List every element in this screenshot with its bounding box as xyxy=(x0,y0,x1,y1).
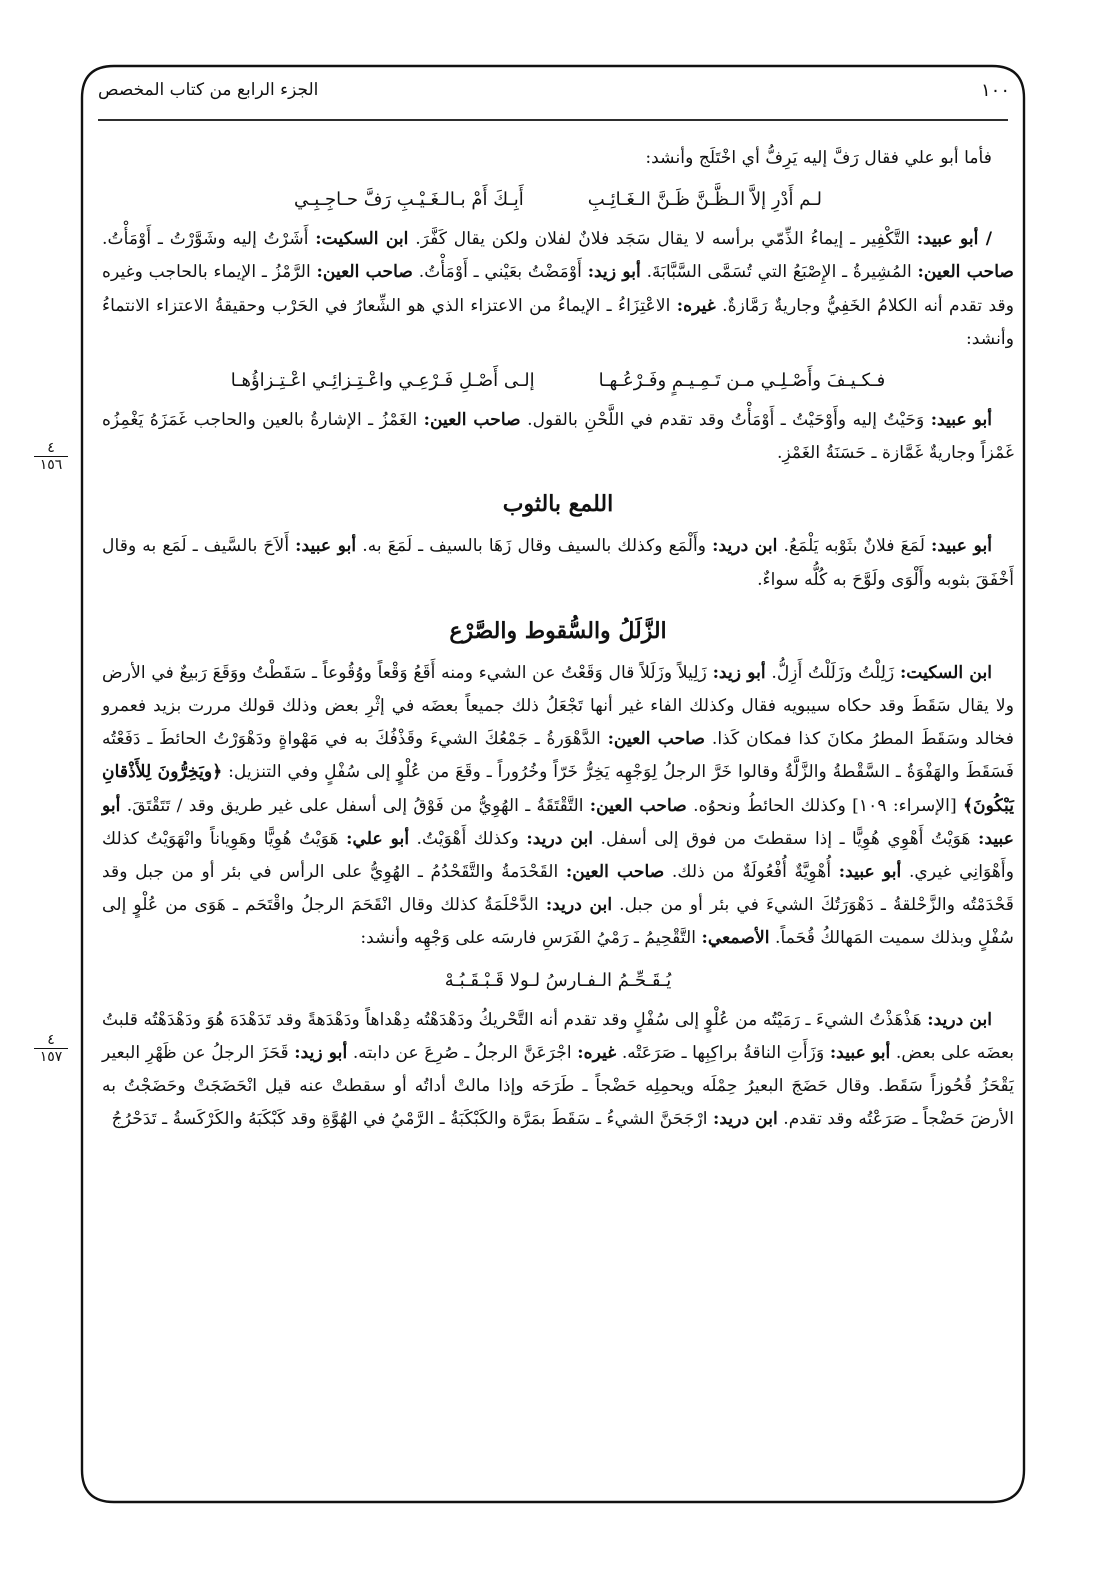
paragraph-text: هَذْهَذْتُ الشيءَ ـ رَمَيْتُه من عُلْوٍ إلى سُفْلٍ وقد تقدم أنه التَّحْريكُ ودَهْدَهْتُه دِهْداهاً ودَهْدَهةً وقد تَدَهْدَهَ هُوَ ودَهْدَهْتُه قلبتُ بعضَه على بعض. xyxy=(102,1009,1015,1063)
margin-ref-top: ٤ xyxy=(34,440,68,457)
margin-ref-top: ٤ xyxy=(34,1032,68,1049)
verse-hemistich-second: أَبِـكَ أَمْ بـالـغَـيْـبِ رَفَّ حـاجِـبِـي xyxy=(294,189,524,211)
speaker-name: ابن دريد: xyxy=(712,536,778,557)
paragraph-text: زَلِيلاً وزَلَلاً قال وَقَعْتُ عن الشيء ومنه أَقَعُ وَقْعاً ووُقُوعاً ـ سَقَطْتُ ووَقَعَ رَبيعٌ في الأرض ولا يقال سَقَطَ وقد حكاه سيبويه فقال وكذلك الفاء غير أنها تَجْعَلُ ذلك جميعاً بعضَه في إثْرِ بعض وذلك قولك مررت بزيد فعمرو فخالد وسَقَطَ المطرُ مكانَ كذا فمكان كَذا. xyxy=(102,662,1014,750)
paragraph-ishara xyxy=(102,223,1014,356)
paragraph-text: اجْرَعَنَّ الرجلُ ـ صُرِعَ عن دابته. xyxy=(352,1042,572,1063)
section-title-zalal: الزَّلَلُ والسُّقوط والصَّرْع xyxy=(449,617,667,644)
speaker-name: أبو علي: xyxy=(346,828,410,849)
paragraph-text: زَلِلْتُ وزَلَلْتُ أَزِلُّ. xyxy=(771,662,895,683)
margin-ref-bottom: ١٥٦ xyxy=(39,457,63,473)
speaker-name: أبو زيد: xyxy=(712,662,766,683)
speaker-name: ابن السكيت: xyxy=(899,662,993,683)
speaker-name: أبو عبيد: xyxy=(102,795,1014,849)
verse-line: يُـقَـحِّـمُ الـفـارسُ لـولا قَـبْـقَـبُـهْ xyxy=(444,969,672,991)
speaker-name: ابن دريد: xyxy=(526,828,594,849)
speaker-name: ابن دريد: xyxy=(713,1109,778,1130)
paragraph-text: هَوَيْتُ أَهْوِي هُوِيًّا ـ إذا سقطتَ من فوق إلى أسفل. xyxy=(600,828,971,849)
paragraph-lam xyxy=(102,530,1014,596)
paragraph-text: قَحَزَ الرجلُ عن ظَهْرِ البعير يَقْحَزُ قُحُوزاً سَقَط. وقال حَضَجَ البعيرُ حِمْلَه ويحمِلِه حَضْجاً ـ طَرَحَه وإذا مالتْ أداتُه أو سقطتْ عنه قيل انْحَضَجَتْ وحَضَجْتُ به الأرضَ حَضْجاً ـ صَرَعْتُه وقد تقدم. xyxy=(102,1042,1014,1130)
paragraph-text: وَحَيْتُ إليه وأَوْحَيْتُ ـ أَوْمَأْتُ وقد تقدم في اللَّحْنِ بالقول. xyxy=(527,410,925,431)
verse-2 xyxy=(102,364,1014,398)
paragraph-text: المُشِيرةُ ـ الإِصْبَعُ التي تُسَمَّى السَّبَّابَةَ. xyxy=(646,262,912,283)
running-title: الجزء الرابع من كتاب المخصص xyxy=(98,80,319,100)
paragraph-text: الدَّحْلَمَةُ كذلك وقال انْقَحَمَ الرجلُ واقْتَحَم ـ هَوَى من عُلْوٍ إلى سُفْلٍ وبذلك سميت المَهالكُ قُحَماً. xyxy=(102,895,1014,949)
speaker-name: أبو عبيد: xyxy=(931,536,993,557)
paragraph-ghamz xyxy=(102,404,1014,470)
verse-hemistich-first: لـم أَدْرِ إلاَّ الـظَّـنَّ ظَـنَّ الـغَـائِـبِ xyxy=(587,189,822,211)
paragraph-text: الرَّمْزُ ـ الإيماء بالحاجب وغيره وقد تقدم أنه الكلامُ الخَفِيُّ وجاريةٌ رَمَّازةٌ. xyxy=(102,262,1015,316)
quran-quote: ﴿ويَخِرُّونَ لِلأَذْقانِ يَبْكُونَ﴾ xyxy=(102,762,1014,816)
speaker-name: ابن السكيت: xyxy=(315,229,409,250)
speaker-name: الأصمعي: xyxy=(701,928,770,949)
paragraph-text: الاعْتِزَاءُ ـ الإيماءُ من الاعتزاء الذي هو الشِّعارُ في الحَرْب وحقيقةُ الاعتزاء الانتماءُ وأنشد: xyxy=(102,295,1014,349)
verse-1 xyxy=(102,183,1014,217)
speaker-name: أبو عبيد: xyxy=(829,1042,891,1063)
speaker-name: ابن دريد: xyxy=(545,895,613,916)
speaker-name: غيره: xyxy=(676,295,716,316)
paragraph-text: أَشَرْتُ إليه وشَوَّرْتُ ـ أَوْمَأْتُ. xyxy=(102,229,309,250)
paragraph-text: أَوْمَضْتُ بعَيْني ـ أَوْمَأْتُ. xyxy=(418,262,582,283)
speaker-name: صاحب العين: xyxy=(917,262,1015,283)
verse-hemistich-second: إلـى أَصْـلِ فَـرْعِـي واعْـتِـزائِـي اعْـتِـزاؤُهـا xyxy=(230,370,535,392)
paragraph-text: لَمَعَ فلانٌ بثَوْبه يَلْمَعُ. xyxy=(783,536,925,557)
paragraph-text: التَّقْحِيمُ ـ رَمْيُ الفَرَسِ فارسَه على وَجْهِه وأنشد: xyxy=(360,928,696,949)
section-title-lam: اللمع بالثوب xyxy=(502,491,614,518)
page-header xyxy=(98,74,1010,112)
verse-3 xyxy=(102,964,1014,998)
paragraph-text: وكذلك أَهْوَيْتُ. xyxy=(416,828,519,849)
speaker-name: صاحب العين: xyxy=(423,410,521,431)
margin-ref-156 xyxy=(34,440,68,473)
paragraph-text: وأَلْمَع وكذلك بالسيف وقال زَهَا بالسيف ـ لَمَعَ به. xyxy=(362,536,707,557)
margin-ref-bottom: ١٥٧ xyxy=(39,1049,63,1065)
page-number: ١٠٠ xyxy=(980,80,1010,101)
speaker-name: أبو عبيد: xyxy=(930,410,993,431)
paragraph-text: أُهْوِيَّةٌ أُفْعُولَةٌ من ذلك. xyxy=(671,862,832,883)
page-body xyxy=(102,142,1014,1136)
speaker-name: أبو عبيد: xyxy=(838,862,902,883)
paragraph-zalal xyxy=(102,657,1014,956)
speaker-name: / أبو عبيد: xyxy=(916,229,993,250)
speaker-name: صاحب العين: xyxy=(565,862,665,883)
paragraph-text: أَلاَحَ بالسَّيف ـ لَمَع به وقال أَخْفَقَ بثوبه وأَلْوَى ولَوَّحَ به كُلُّه سواءٌ. xyxy=(102,536,1014,590)
speaker-name: ابن دريد: xyxy=(927,1009,993,1030)
intro-paragraph: فأما أبو علي فقال رَفَّ إليه يَرِفُّ أي اخْتَلَج وأنشد: xyxy=(645,148,992,168)
paragraph-hadhhadha xyxy=(102,1004,1014,1137)
speaker-name: غيره: xyxy=(577,1042,617,1063)
margin-ref-157 xyxy=(34,1032,68,1065)
paragraph-text: التَّكْفِير ـ إيماءُ الذِّمّي برأسه لا يقال سَجَد فلانٌ لفلان ولكن يقال كَفَّرَ. xyxy=(415,229,910,250)
speaker-name: أبو عبيد: xyxy=(295,536,357,557)
speaker-name: صاحب العين: xyxy=(607,729,706,750)
speaker-name: صاحب العين: xyxy=(589,795,687,816)
paragraph-text: القَحْدَمةُ والتَّقَحْدُمُ ـ الهُوِيُّ على الرأس في بئر أو من جبل وقد قَحْدَمْتُه والزَّحْلقةُ ـ دَهْوَرَتُكَ الشيءَ في بئر أو من جبل. xyxy=(102,862,1014,916)
paragraph-text: وَزَأَتِ الناقةُ براكِبِها ـ صَرَعَتْه. xyxy=(621,1042,825,1063)
paragraph-text: ارْجَحَنَّ الشيءُ ـ سَقَطَ بمَرَّة والكَبْكَبَةُ ـ الرَّمْيُ في الهُوَّةِ وقد كَبْكَبَهُ والكَرْكَسةُ ـ تَدَحْرُجُ xyxy=(111,1109,708,1130)
speaker-name: أبو زيد: xyxy=(294,1042,348,1063)
paragraph-text: الدَّهْوَرةُ ـ جَمْعُكَ الشيءَ وقَذْفُكَ به في مَهْواةٍ ودَهْوَرْتُ الحائطَ ـ دَفَعْتُه فَسَقَطَ والهَفْوَةُ ـ السَّقْطةُ والزَّلَّةُ وقالوا خَرَّ الرجلُ لِوَجْهِه يَخِرُّ خَرّاً وخُرُوراً ـ وقَعَ من عُلْوٍ إلى سُفْلٍ وفي التنزيل: xyxy=(102,729,1015,783)
paragraph-text: التَّقْتَقَةُ ـ الهُوِيُّ من فَوْقُ إلى أسفل على غير طريق وقد / تَتَقْتَقَ. xyxy=(126,795,584,816)
paragraph-text: [الإسراء: ١٠٩] وكذلك الحائطُ ونحوُه. xyxy=(693,795,957,816)
speaker-name: صاحب العين: xyxy=(316,262,414,283)
speaker-name: أبو زيد: xyxy=(587,262,641,283)
paragraph-text: هَوَيْتُ هُوِيًّا وهَوِياناً وانْهَوَيْتُ كذلك وأَهْوَانِي غيري. xyxy=(102,828,1015,883)
paragraph-text: الغَمْزُ ـ الإشارةُ بالعين والحاجب غَمَزَهُ يَغْمِزُه غَمْزاً وجاريةٌ غَمَّازة ـ حَسَنَةُ الغَمْزِ. xyxy=(102,410,1014,464)
verse-hemistich-first: فـكـيـفَ وأَصْـلِـي مـن تَـمِـيـمٍ وفَـرْعُـهـا xyxy=(598,370,886,392)
